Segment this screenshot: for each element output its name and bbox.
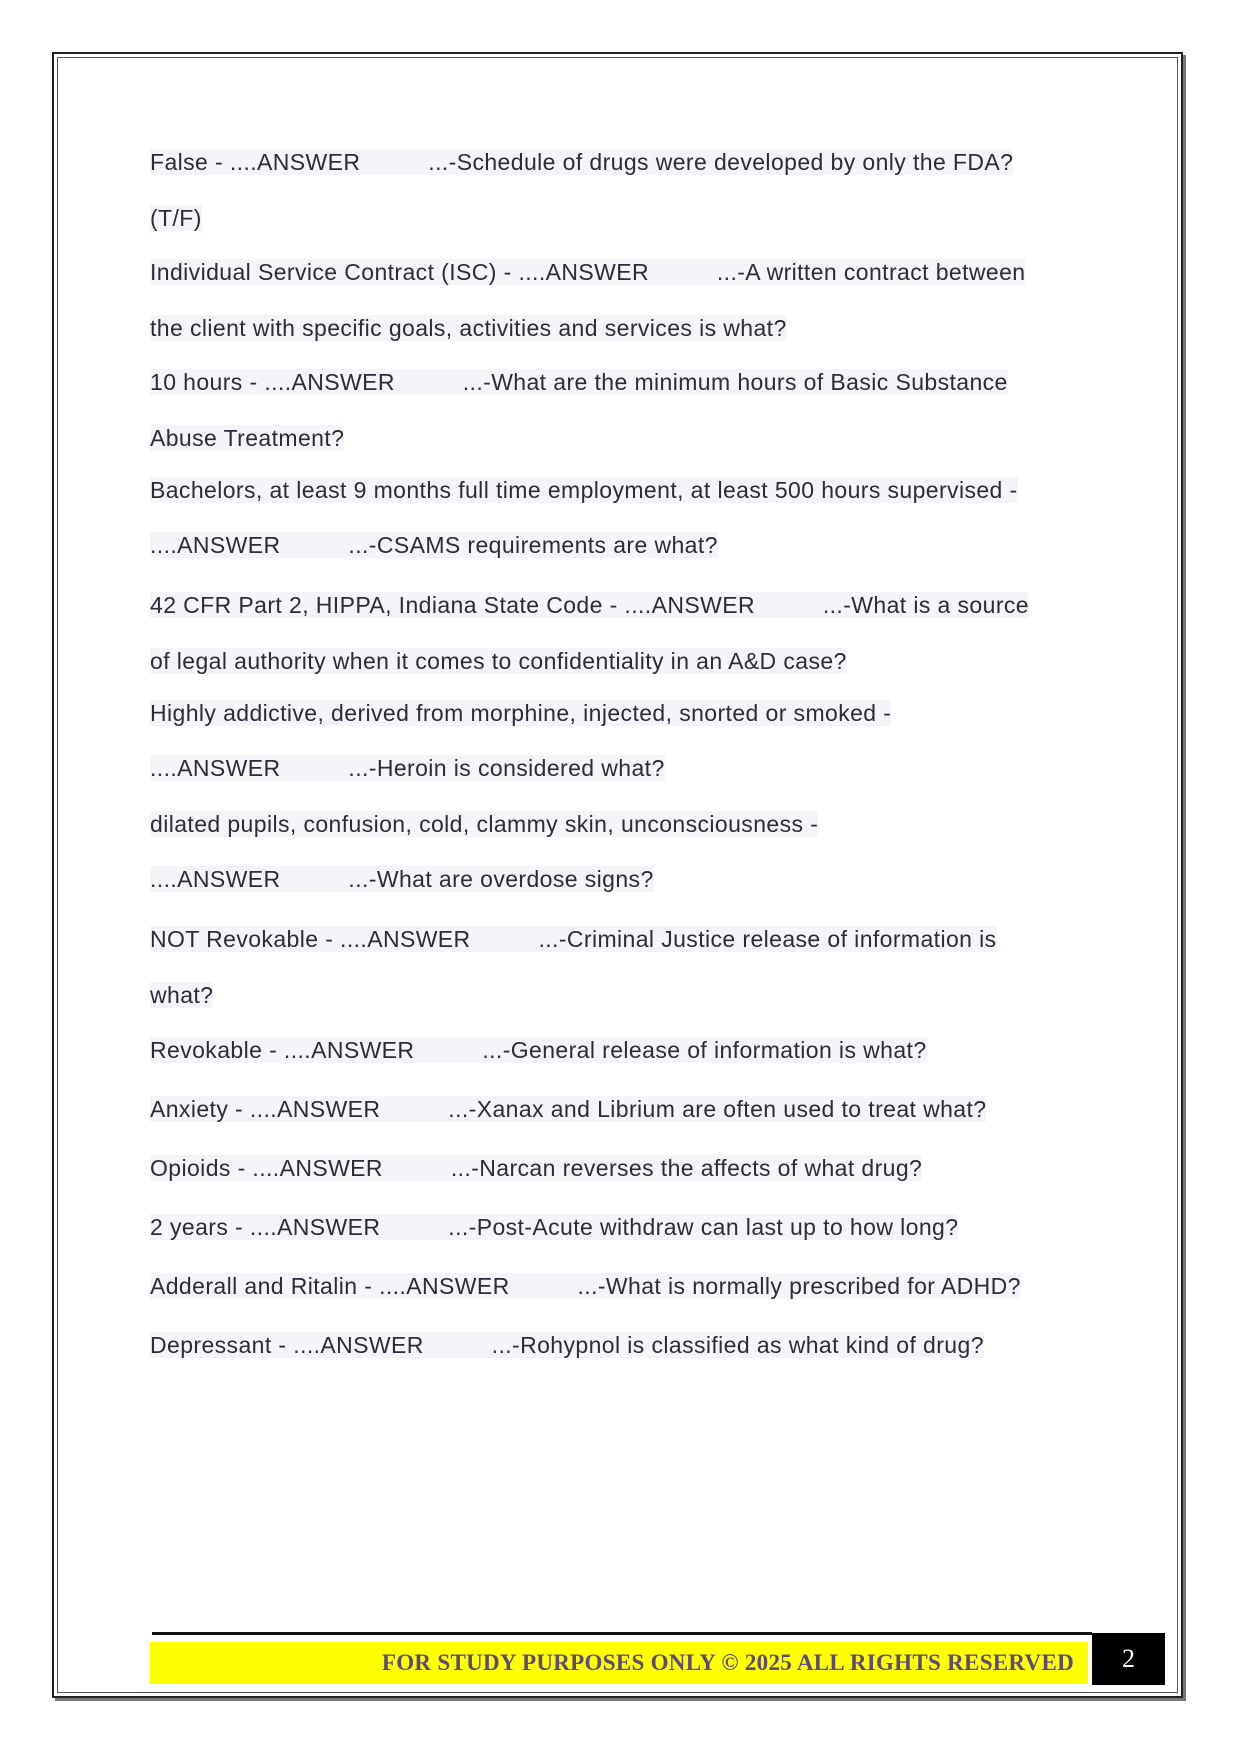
- footer-band: [150, 1642, 1088, 1684]
- qa-line: Adderall and Ritalin - ....ANSWER ...-What is normally prescribed for ADHD?: [150, 1273, 1021, 1299]
- qa-entry: [150, 590, 1090, 676]
- page-number: 2: [1092, 1633, 1165, 1685]
- qa-line: Abuse Treatment?: [150, 425, 345, 451]
- qa-line: Anxiety - ....ANSWER ...-Xanax and Librium are often used to treat what?: [150, 1096, 987, 1122]
- qa-line: what?: [150, 982, 214, 1008]
- qa-line: the client with specific goals, activities and services is what?: [150, 315, 787, 341]
- qa-line: of legal authority when it comes to confidentiality in an A&D case?: [150, 648, 847, 674]
- qa-entry: [150, 367, 1090, 453]
- qa-entry: [150, 698, 1090, 783]
- footer-rule: [152, 1632, 1092, 1635]
- qa-line: (T/F): [150, 205, 202, 231]
- qa-line: Highly addictive, derived from morphine, injected, snorted or smoked -: [150, 700, 892, 726]
- qa-entry: [150, 1153, 1090, 1183]
- qa-line: Individual Service Contract (ISC) - ....ANSWER ...-A written contract between: [150, 259, 1026, 285]
- qa-line: ....ANSWER ...-Heroin is considered what?: [150, 755, 665, 781]
- qa-entry: [150, 924, 1090, 1010]
- qa-line: 10 hours - ....ANSWER ...-What are the minimum hours of Basic Substance: [150, 369, 1008, 395]
- footer-copyright: FOR STUDY PURPOSES ONLY © 2025 ALL RIGHTS RESERVED: [381, 1650, 1074, 1675]
- qa-entry: [150, 809, 1090, 894]
- qa-line: dilated pupils, confusion, cold, clammy skin, unconsciousness -: [150, 811, 819, 837]
- qa-line: ....ANSWER ...-CSAMS requirements are what?: [150, 532, 718, 558]
- qa-entry: [150, 1330, 1090, 1360]
- qa-entry: [150, 475, 1090, 560]
- qa-entry: [150, 1212, 1090, 1242]
- qa-line: 42 CFR Part 2, HIPPA, Indiana State Code - ....ANSWER ...-What is a source: [150, 592, 1029, 618]
- qa-entry: [150, 1094, 1090, 1124]
- qa-entry: [150, 257, 1090, 343]
- qa-line: False - ....ANSWER ...-Schedule of drugs were developed by only the FDA?: [150, 149, 1014, 175]
- qa-entry: [150, 1035, 1090, 1065]
- qa-line: NOT Revokable - ....ANSWER ...-Criminal Justice release of information is: [150, 926, 997, 952]
- qa-entry: [150, 147, 1090, 233]
- qa-line: 2 years - ....ANSWER ...-Post-Acute withdraw can last up to how long?: [150, 1214, 959, 1240]
- qa-line: Opioids - ....ANSWER ...-Narcan reverses the affects of what drug?: [150, 1155, 923, 1181]
- qa-line: Revokable - ....ANSWER ...-General release of information is what?: [150, 1037, 927, 1063]
- qa-line: Depressant - ....ANSWER ...-Rohypnol is classified as what kind of drug?: [150, 1332, 984, 1358]
- qa-line: ....ANSWER ...-What are overdose signs?: [150, 866, 654, 892]
- qa-line: Bachelors, at least 9 months full time employment, at least 500 hours supervised -: [150, 477, 1018, 503]
- qa-entry: [150, 1271, 1090, 1301]
- qa-list: [150, 147, 1090, 1360]
